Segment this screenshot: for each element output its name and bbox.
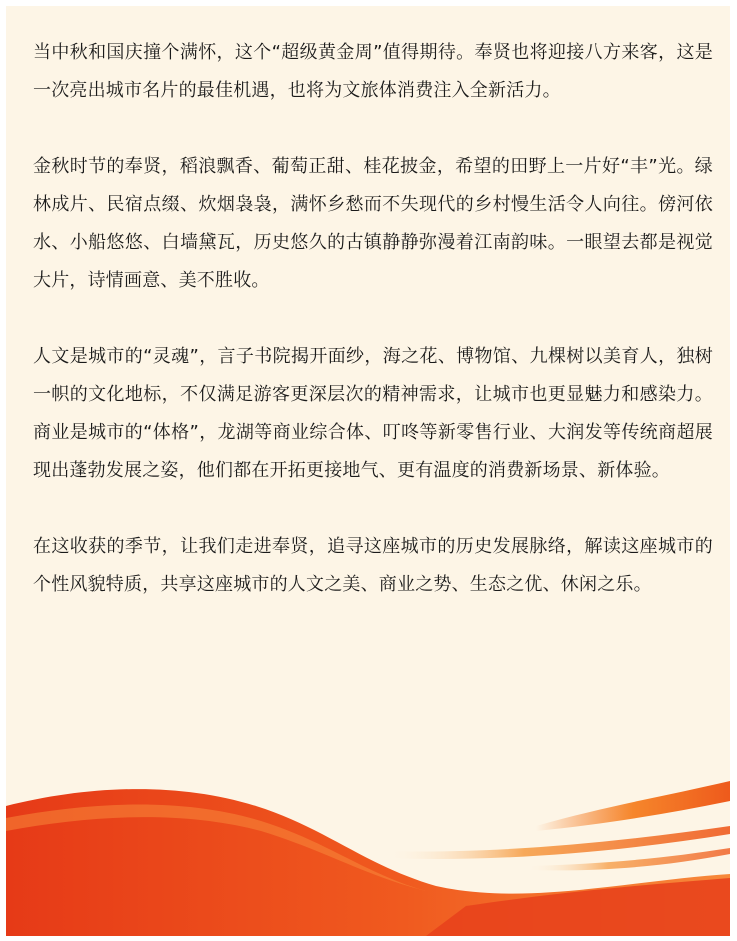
paragraph-4: 在这收获的季节，让我们走进奉贤，追寻这座城市的历史发展脉络，解读这座城市的个性风貌特质，共享这座城市的人文之美、商业之势、生态之优、休闲之乐。	[33, 536, 713, 595]
paragraph-1: 当中秋和国庆撞个满怀，这个“超级黄金周”值得期待。奉贤也将迎接八方来客，这是一次亮出城市名片的最佳机遇，也将为文旅体消费注入全新活力。	[33, 42, 713, 101]
wave-swoosh-top	[536, 781, 730, 831]
wave-streak-1	[386, 826, 730, 859]
paragraph-2: 金秋时节的奉贤，稻浪飘香、葡萄正甜、桂花披金，希望的田野上一片好“丰”光。绿林成片、民宿点缀、炊烟袅袅，满怀乡愁而不失现代的乡村慢生活令人向往。傍河依水、小船悠悠、白墙黛瓦，历史悠久的古镇静静弥漫着江南韵味。一眼望去都是视觉大片，诗情画意、美不胜收。	[33, 156, 713, 291]
wave-band-lower	[426, 878, 730, 936]
article-page	[6, 6, 730, 936]
decorative-wave-banner	[6, 6, 730, 936]
paragraph-3: 人文是城市的“灵魂”，言子书院揭开面纱，海之花、博物馆、九棵树以美育人，独树一帜的文化地标，不仅满足游客更深层次的精神需求，让城市也更显魅力和感染力。商业是城市的“体格”，龙湖等商业综合体、叮咚等新零售行业、大润发等传统商超展现出蓬勃发展之姿，他们都在开拓更接地气、更有温度的消费新场景、新体验。	[33, 346, 713, 481]
